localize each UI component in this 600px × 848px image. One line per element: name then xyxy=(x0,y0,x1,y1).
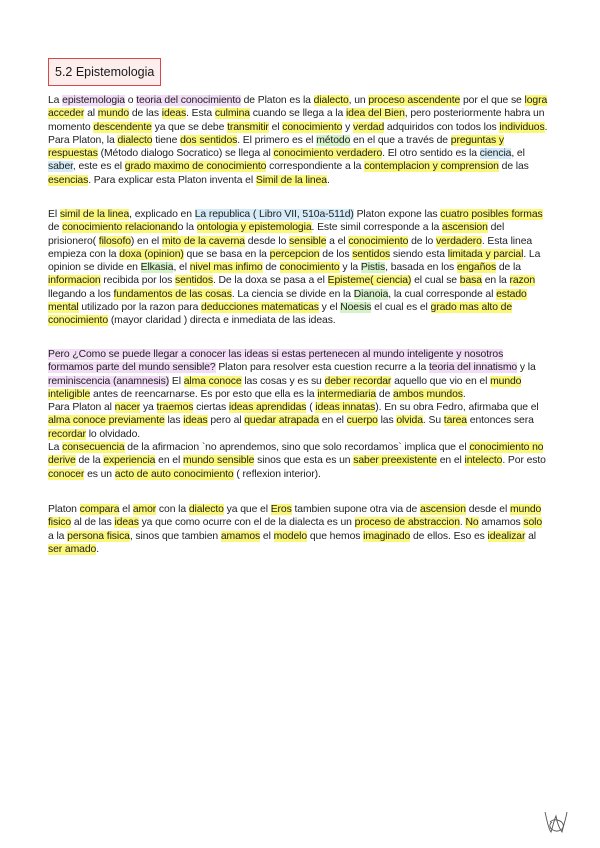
text-run: aquello que vio en el xyxy=(391,375,491,387)
highlighted-phrase: idealizar xyxy=(487,530,526,542)
text-run: al xyxy=(525,530,537,542)
paragraph-4 xyxy=(48,503,548,556)
highlighted-phrase: proceso ascendente xyxy=(368,95,461,106)
highlighted-phrase: experiencia xyxy=(103,455,156,467)
section-title: 5.2 Epistemologia xyxy=(55,65,155,79)
highlighted-phrase: alma conoce xyxy=(183,375,242,387)
text-run: El xyxy=(169,375,184,387)
highlighted-phrase: cuerpo xyxy=(346,415,378,427)
text-run: por el que se xyxy=(460,95,525,106)
highlighted-phrase: quedar atrapada xyxy=(244,415,320,427)
highlighted-phrase: solo xyxy=(523,517,543,529)
text-run: de Platon es la xyxy=(240,95,314,106)
highlighted-phrase: acto de auto conocimiento xyxy=(114,468,234,480)
text-run: , un xyxy=(348,95,369,106)
highlighted-phrase: Pero ¿Como se puede llegar a conocer las ideas si estas pertenecen al mundo inteligente y nosotros formamos parte del mundo sensible? xyxy=(48,349,504,374)
text-run: de xyxy=(376,388,394,400)
text-run: , este es el xyxy=(72,161,125,173)
highlighted-phrase: verdad xyxy=(352,121,385,133)
highlighted-phrase: amor xyxy=(132,504,157,515)
text-run: al xyxy=(84,108,98,120)
highlighted-phrase: consecuencia xyxy=(62,442,125,454)
text-run: , el xyxy=(511,148,525,160)
highlighted-phrase: compara xyxy=(79,504,120,515)
highlighted-phrase: mundo xyxy=(97,108,130,120)
highlighted-phrase: intermediaria xyxy=(317,388,377,400)
highlighted-phrase: Simil de la linea xyxy=(255,174,327,186)
text-run: o la xyxy=(177,222,197,234)
highlighted-phrase: reminiscencia (anamnesis) xyxy=(48,375,170,387)
highlighted-phrase: dialecto xyxy=(313,95,349,106)
highlighted-phrase: traemos xyxy=(156,402,194,414)
text-run: ( reflexion interior). xyxy=(233,468,321,480)
text-run: . xyxy=(459,517,466,529)
text-run: Platon xyxy=(48,504,80,515)
highlighted-phrase: transmitir xyxy=(227,121,269,133)
highlighted-phrase: sensible xyxy=(289,235,327,247)
text-run: correspondiente a la xyxy=(266,161,365,173)
highlighted-phrase: ideas xyxy=(161,108,187,120)
text-run: , pero posteriormente habra un momento xyxy=(48,108,545,133)
highlighted-phrase: limitada y parcial xyxy=(447,248,524,260)
text-run: de lo xyxy=(408,235,436,247)
text-run: que se basa en la xyxy=(183,248,270,260)
highlighted-phrase: grado maximo de conocimiento xyxy=(124,161,267,173)
highlighted-phrase: dos sentidos xyxy=(180,134,238,146)
highlighted-phrase: deber recordar xyxy=(324,375,392,387)
highlighted-phrase: método xyxy=(316,134,351,146)
text-run: las cosas y es su xyxy=(241,375,325,387)
highlighted-phrase: conocimiento xyxy=(348,235,409,247)
highlighted-phrase: deducciones matematicas xyxy=(201,302,319,314)
text-run: tambien supone otra via de xyxy=(291,504,421,515)
text-run: . xyxy=(96,543,99,555)
text-run: El xyxy=(48,209,60,220)
text-run: de ellos. Eso es xyxy=(410,530,488,542)
highlighted-phrase: Dianoia xyxy=(353,288,389,300)
highlighted-phrase: Eros xyxy=(270,504,292,515)
highlighted-phrase: ideas innatas xyxy=(315,402,376,414)
text-run: de las xyxy=(498,161,529,173)
highlighted-phrase: logra acceder xyxy=(48,95,548,120)
highlighted-phrase: nacer xyxy=(114,402,141,414)
highlighted-phrase: ascension xyxy=(420,504,466,515)
text-run: Platon para resolver esta cuestion recurre a la xyxy=(215,362,429,374)
text-run: ya xyxy=(140,402,157,414)
highlighted-phrase: ser amado xyxy=(48,543,97,555)
highlighted-phrase: La republica ( Libro VII, 510a-511d) xyxy=(194,209,354,220)
text-run: . El primero es el xyxy=(237,134,317,146)
text-run: (Método dialogo Socratico) se llega al xyxy=(97,148,274,160)
text-run: llegando a los xyxy=(48,288,114,300)
text-run: el xyxy=(119,504,133,515)
text-run: pero al xyxy=(207,415,245,427)
text-run: ). En su obra Fedro, afirmaba que el xyxy=(375,402,539,414)
text-run: desde lo xyxy=(244,235,290,247)
text-run: . Para explicar esta Platon inventa el xyxy=(88,174,256,186)
highlighted-phrase: contemplacion y comprension xyxy=(364,161,499,173)
text-run: Platon expone las xyxy=(353,209,441,220)
highlighted-phrase: mito de la caverna xyxy=(161,235,245,247)
highlighted-phrase: fundamentos de las cosas xyxy=(113,288,232,300)
text-run: lo olvidado. xyxy=(85,428,141,440)
highlighted-phrase: conocimiento verdadero xyxy=(273,148,383,160)
text-run: antes de reencarnarse. Es por esto que ella es la xyxy=(90,388,318,400)
text-run: es un xyxy=(84,468,115,480)
highlighted-phrase: Elkasia xyxy=(140,262,174,274)
text-run: en el xyxy=(436,455,465,467)
text-run: ( xyxy=(306,402,316,414)
paragraph-text xyxy=(48,348,548,481)
highlighted-phrase: proceso de abstraccion xyxy=(354,517,460,529)
text-run: al de las xyxy=(71,517,115,529)
section-title-box xyxy=(48,58,161,86)
highlighted-phrase: estado mental xyxy=(48,288,527,314)
text-run: utilizado por la razon para xyxy=(78,302,202,314)
highlighted-phrase: descendente xyxy=(93,121,152,133)
highlighted-phrase: nivel mas infimo xyxy=(189,262,263,274)
highlighted-phrase: mundo sensible xyxy=(182,455,255,467)
text-run: en el que a través de xyxy=(350,134,451,146)
highlighted-phrase: conocer xyxy=(48,468,85,480)
text-run: (mayor claridad ) directa e inmediata de las ideas. xyxy=(108,315,336,327)
highlighted-phrase: olvida xyxy=(396,415,423,427)
text-run: ya que se debe xyxy=(151,121,228,133)
highlighted-phrase: conocimiento relacionand xyxy=(62,222,178,234)
text-run: adquiridos con todos los xyxy=(384,121,500,133)
highlighted-phrase: ambos mundos xyxy=(393,388,463,400)
highlighted-phrase: conocimiento no derive xyxy=(48,442,544,467)
highlighted-phrase: ontologia y epistemologia xyxy=(196,222,312,234)
text-run: . Este simil corresponde a la xyxy=(311,222,442,234)
text-run: tiene xyxy=(152,134,181,146)
highlighted-phrase: individuos xyxy=(499,121,545,133)
text-run: . xyxy=(462,388,466,400)
text-run: el xyxy=(260,530,274,542)
highlighted-phrase: alma conoce previamente xyxy=(48,415,165,427)
paragraph-2 xyxy=(48,208,548,328)
highlighted-phrase: saber preexistente xyxy=(353,455,437,467)
highlighted-phrase: dialecto xyxy=(117,134,153,146)
highlighted-phrase: Episteme( ciencia) xyxy=(327,275,412,287)
text-run: de la xyxy=(75,455,104,467)
highlighted-phrase: ideas xyxy=(114,517,139,529)
highlighted-phrase: esencias xyxy=(48,174,89,186)
highlighted-phrase: Pistis xyxy=(360,262,386,274)
text-run: . Por esto xyxy=(502,455,546,467)
text-run: de xyxy=(48,222,63,234)
highlighted-phrase: modelo xyxy=(273,530,308,542)
text-run: que hemos xyxy=(307,530,364,542)
highlighted-phrase: engaños xyxy=(456,262,497,274)
paragraph-text xyxy=(48,503,548,556)
highlighted-phrase: percepcion xyxy=(269,248,320,260)
highlighted-phrase: verdadero xyxy=(435,235,482,247)
paragraph-text xyxy=(48,208,548,328)
highlighted-phrase: No xyxy=(465,517,479,529)
highlighted-phrase: dialecto xyxy=(188,504,224,515)
text-run: de las xyxy=(129,108,162,120)
highlighted-phrase: grado mas alto de conocimiento xyxy=(48,302,513,327)
text-run: cuando se llega a la xyxy=(249,108,346,120)
text-run: , el xyxy=(173,262,190,274)
text-run: entonces sera xyxy=(466,415,534,427)
text-run: amamos xyxy=(478,517,524,529)
text-run: . La ciencia se divide en la xyxy=(231,288,354,300)
highlighted-phrase: sentidos xyxy=(352,248,391,260)
text-run: a el xyxy=(326,235,349,247)
highlighted-phrase: ascension xyxy=(441,222,488,234)
highlighted-phrase: idea del Bien xyxy=(345,108,405,120)
highlighted-phrase: amamos xyxy=(220,530,261,542)
highlighted-phrase: razon xyxy=(509,275,536,287)
highlighted-phrase: tarea xyxy=(443,415,467,427)
signature-mark xyxy=(541,808,571,836)
highlighted-phrase: culmina xyxy=(214,108,250,120)
text-run: , sinos que tambien xyxy=(129,530,221,542)
text-run: en el xyxy=(155,455,183,467)
text-run: el cual es el xyxy=(371,302,431,314)
text-run: las xyxy=(377,415,397,427)
text-run: . Su xyxy=(422,415,444,427)
text-run: y el xyxy=(318,302,341,314)
text-run: sinos que esta es un xyxy=(254,455,354,467)
text-run: ya que como ocurre con el de la dialecta es un xyxy=(138,517,355,529)
text-run: las xyxy=(164,415,184,427)
highlighted-phrase: simil de la linea xyxy=(59,209,130,220)
highlighted-phrase: doxa (opinion) xyxy=(119,248,184,260)
text-run: de la afirmacion `no aprendemos, sino que solo recordamos` implica que el xyxy=(124,442,470,454)
paragraph-3 xyxy=(48,348,548,481)
text-run: y la xyxy=(339,262,361,274)
highlighted-phrase: preguntas y respuestas xyxy=(48,134,504,160)
text-run: o xyxy=(124,95,137,106)
text-run: y xyxy=(342,121,353,133)
highlighted-phrase: mundo inteligible xyxy=(48,375,522,400)
text-run: . xyxy=(326,174,330,186)
paragraph-text xyxy=(48,94,548,187)
text-run: ya que el xyxy=(223,504,271,515)
text-run: ) en el xyxy=(130,235,162,247)
text-run: del prisionero( xyxy=(48,222,505,247)
highlighted-phrase: informacion xyxy=(48,275,101,287)
text-run: de xyxy=(262,262,280,274)
text-run: siendo esta xyxy=(390,248,448,260)
highlighted-phrase: ideas xyxy=(183,415,208,427)
text-run: el cual se xyxy=(411,275,460,287)
highlighted-phrase: ideas aprendidas xyxy=(228,402,307,414)
highlighted-phrase: conocimiento xyxy=(279,262,340,274)
text-run: La xyxy=(48,95,63,106)
text-run: desde el xyxy=(465,504,510,515)
highlighted-phrase: saber xyxy=(48,161,73,173)
paragraph-1 xyxy=(48,94,548,187)
highlighted-phrase: recordar xyxy=(48,428,86,440)
text-run: . Esta xyxy=(186,108,215,120)
text-run: . De la doxa se pasa a el xyxy=(212,275,328,287)
highlighted-phrase: intelecto xyxy=(464,455,503,467)
text-run: , la cual corresponde al xyxy=(388,288,497,300)
text-run: a la xyxy=(48,530,68,542)
highlighted-phrase: conocimiento xyxy=(282,121,343,133)
highlighted-phrase: teoria del conocimiento xyxy=(136,95,241,106)
text-run: de los xyxy=(319,248,353,260)
highlighted-phrase: persona fisica xyxy=(67,530,130,542)
highlighted-phrase: mundo fisico xyxy=(48,504,542,529)
text-run: La xyxy=(48,442,63,454)
text-run: . Esta linea empieza con la xyxy=(48,235,533,260)
text-run: en la xyxy=(481,275,510,287)
highlighted-phrase: filosofo xyxy=(98,235,131,247)
highlighted-phrase: cuatro posibles formas xyxy=(440,209,543,220)
highlighted-phrase: imaginado xyxy=(363,530,411,542)
highlighted-phrase: ciencia xyxy=(479,148,512,160)
text-run: y la xyxy=(517,362,536,374)
text-run: . Para Platon, la xyxy=(48,121,548,146)
text-run: de la xyxy=(496,262,521,274)
text-run: , explicado en xyxy=(129,209,195,220)
highlighted-phrase: epistemologia xyxy=(62,95,125,106)
text-run: con la xyxy=(156,504,189,515)
text-run: , basada en los xyxy=(385,262,457,274)
highlighted-phrase: sentidos xyxy=(175,275,213,287)
highlighted-phrase: Noesis xyxy=(340,302,372,314)
highlighted-phrase: teoria del innatismo xyxy=(428,362,518,374)
text-run: . El otro sentido es la xyxy=(382,148,480,160)
highlighted-phrase: basa xyxy=(459,275,482,287)
text-run: en el xyxy=(319,415,347,427)
text-run: Para Platon al xyxy=(48,402,115,414)
text-run: . La opinion se divide en xyxy=(48,248,541,274)
text-run: ciertas xyxy=(193,402,229,414)
text-run: el xyxy=(268,121,283,133)
text-run: recibida por los xyxy=(100,275,176,287)
